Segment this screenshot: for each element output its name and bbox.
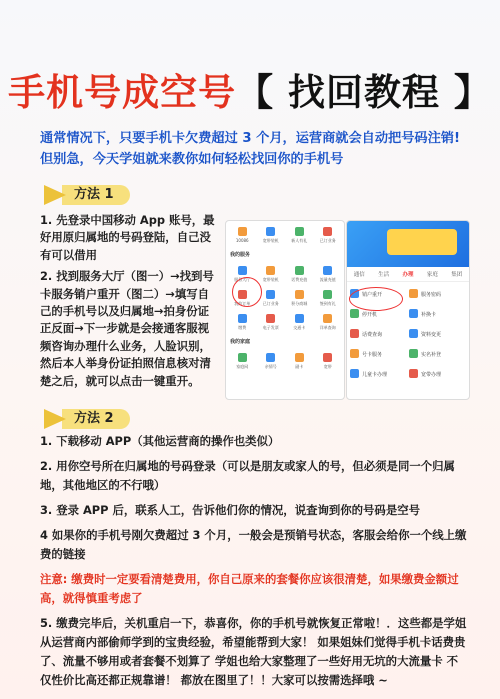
triangle-icon: [44, 185, 66, 205]
screenshot-number-service: [346, 220, 470, 400]
app-icon: [409, 349, 418, 358]
method2-step5: 5. 缴费完毕后，关机重启一下，恭喜你，你的手机号就恢复正常啦！．这些都是学姐从运营商内部偷师学到的宝贵经验，希望能帮到大家！ 如果姐妹们觉得手机卡话费贵了、流量不够用或者套餐不划算了 学姐也给大家整理了一些好用无坑的大流量卡 不仅性价比高还都正规靠谱！ 都放在图里了！！大家可以按需选择哦 ~: [40, 616, 467, 687]
method2-step1: 1. 下载移动 APP（其他运营商的操作也类似）: [40, 434, 280, 448]
app-icon: [323, 266, 332, 275]
app-icon: [295, 290, 304, 299]
app-icon: [409, 329, 418, 338]
title-red: 手机号成空号: [8, 71, 237, 114]
app-icon: [295, 353, 304, 362]
service-hall-item[interactable]: 服务大厅: [229, 263, 256, 285]
title-black: 【 找回教程 】: [236, 71, 492, 114]
service-list: 销户重开 服务密码 停开机 补换卡 话费查询 资料变更 号卡服务 实名补登 儿童卡办理 宽带办理: [347, 282, 469, 386]
app-icon: [238, 353, 247, 362]
app-icon: [295, 266, 304, 275]
app-icon: [323, 353, 332, 362]
method1-badge: [44, 184, 130, 206]
app-icon: [409, 289, 418, 298]
app-icon: [323, 290, 332, 299]
app-icon: [266, 314, 275, 323]
tab-life[interactable]: 生活: [378, 272, 390, 278]
app-icon: [266, 266, 275, 275]
method2-badge: [44, 408, 130, 430]
method2-warning: 注意: 缴费时一定要看清楚费用，你自己原来的套餐你应该很清楚，如果缴费金额过高，就得慎重考虑了: [40, 572, 459, 605]
app-icon: [295, 227, 304, 236]
method1-step1: 1. 先登录中国移动 App 账号，最好用原归属地的号码登陆，自己没有可以借用: [40, 213, 215, 262]
item-reopen[interactable]: 销户重开: [350, 285, 407, 303]
app-icon: [295, 314, 304, 323]
app-icon: [350, 309, 359, 318]
promo-card: [387, 229, 457, 255]
tab-handle[interactable]: 办理: [402, 272, 414, 278]
app-icon: [350, 349, 359, 358]
app-icon: [266, 353, 275, 362]
page-title: [0, 62, 500, 116]
app-icon: [409, 309, 418, 318]
app-icon: [350, 329, 359, 338]
highlight-circle: [349, 287, 403, 311]
intro-text: 通常情况下，只要手机卡欠费超过 3 个月，运营商就会自动把号码注销! 但别急，今天学姐就来教你如何轻松找回你的手机号: [40, 131, 460, 167]
method1-text: [40, 212, 216, 394]
screenshot-service-hall: [225, 220, 345, 400]
tab-family[interactable]: 家庭: [426, 272, 438, 278]
tab-communication[interactable]: 通信: [353, 272, 365, 278]
service-grid: 服务大厅 宽带装机 话费充值 流量充值 我的订单 已订业务 积分商城 签到有礼 缴费 电子发票 交通卡 详单查询: [226, 260, 344, 336]
tab-group[interactable]: 集团: [451, 272, 463, 278]
app-icon: [266, 290, 275, 299]
hall-icon: [238, 266, 247, 275]
app-icon: [323, 227, 332, 236]
category-tabs: [347, 267, 469, 282]
app-icon: [238, 314, 247, 323]
promo-banner: [347, 221, 469, 267]
section-my-service: 我的服务: [230, 252, 251, 258]
method1-step2: 2. 找到服务大厅（图一）→找到号卡服务销户重开（图二）→填写自己的手机号以及归属地→拍身份证正反面→下一步就是会接通客服视频咨询办理什么业务，人脸识别，然后本人举身份证拍照信息核对清楚之后，就可以点击一键重开。: [40, 269, 214, 388]
method2-step4: 4 如果你的手机号刚欠费超过 3 个月，一般会是预销号状态，客服会给你一个线上缴费的链接: [40, 528, 467, 561]
family-grid: 家庭网 亲情号 副卡 宽带: [226, 347, 344, 375]
top-row: 10086 宽带装机 新人有礼 已订业务: [226, 221, 344, 249]
highlight-circle: [232, 277, 262, 307]
section-my-family: 我的家庭: [230, 339, 251, 345]
app-icon: [266, 227, 275, 236]
app-icon: [323, 314, 332, 323]
method2-label: 方法 2: [62, 409, 130, 429]
method2-text: [40, 432, 468, 696]
app-icon: [350, 369, 359, 378]
method2-step3: 3. 登录 APP 后，联系人工，告诉他们你的情况，说查询到你的号码是空号: [40, 503, 420, 517]
app-icon: [409, 369, 418, 378]
method2-step2: 2. 用你空号所在归属地的号码登录（可以是朋友或家人的号，但必须是同一个归属地，其他地区的不行哦）: [40, 459, 455, 492]
method1-label: 方法 1: [62, 185, 130, 205]
app-icon: [238, 227, 247, 236]
triangle-icon: [44, 409, 66, 429]
